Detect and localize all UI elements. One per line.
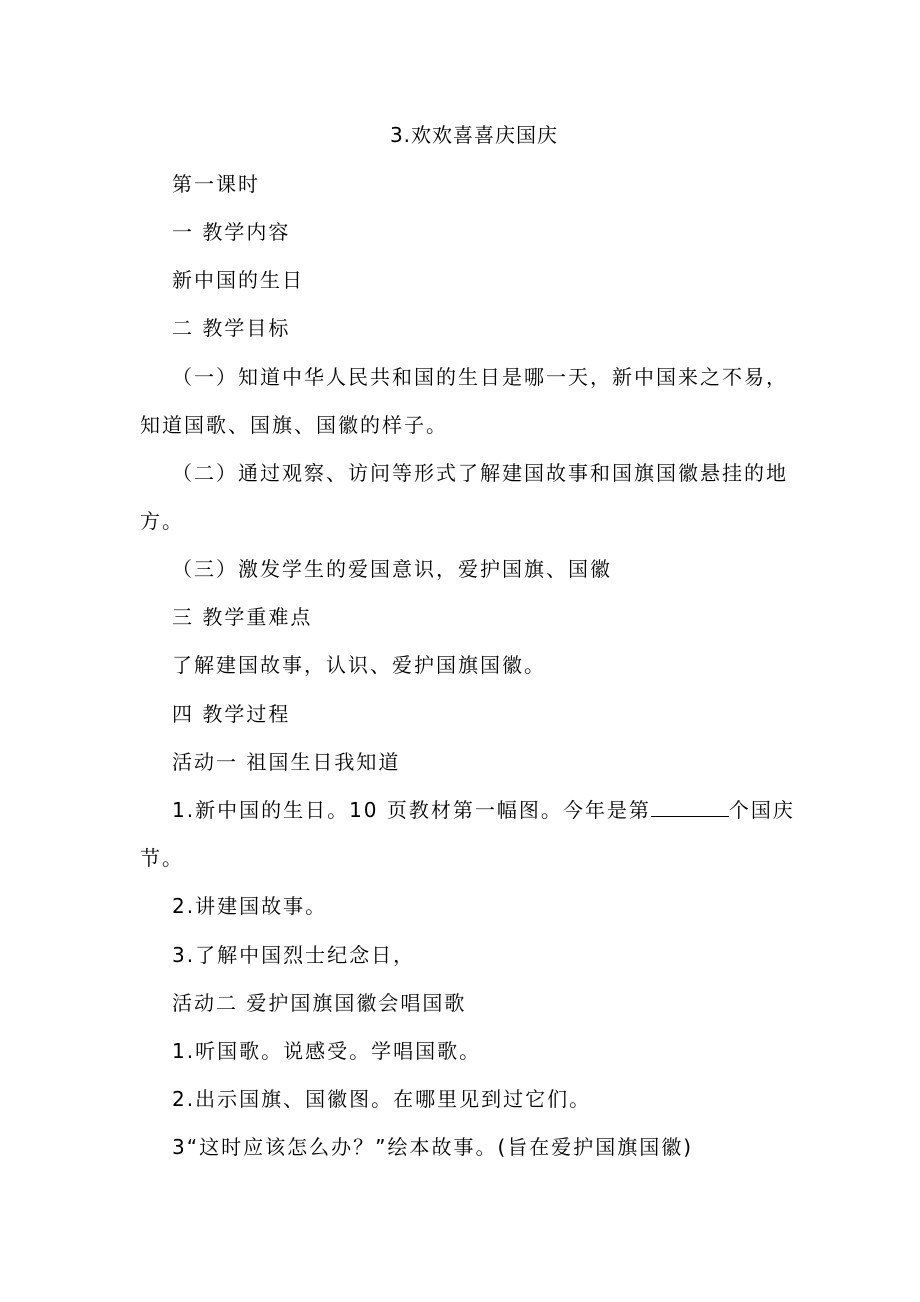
section-heading-process: 四 教学过程 <box>172 702 291 726</box>
activity-2-item-1: 1.听国歌。说感受。学唱国歌。 <box>172 1039 482 1063</box>
activity-1-item-3: 3.了解中国烈士纪念日， <box>172 943 416 967</box>
goal-2-line-2: 方。 <box>140 509 184 533</box>
lesson-label: 第一课时 <box>172 172 260 196</box>
activity-1-item-1-suffix: 个国庆 <box>728 798 795 822</box>
activity-1-item-1 <box>172 796 795 824</box>
activity-2-heading: 活动二 爱护国旗国徽会唱国歌 <box>172 991 467 1015</box>
activity-1-item-2: 2.讲建国故事。 <box>172 894 328 918</box>
activity-1-item-1-line-2: 节。 <box>140 846 184 870</box>
activity-2-item-3: 3“这时应该怎么办？”绘本故事。(旨在爱护国旗国徽) <box>172 1135 694 1159</box>
activity-2-item-2: 2.出示国旗、国徽图。在哪里见到过它们。 <box>172 1087 592 1111</box>
activity-1-heading: 活动一 祖国生日我知道 <box>172 750 401 774</box>
section-body-content: 新中国的生日 <box>172 268 304 292</box>
goal-1-line-1: （一）知道中华人民共和国的生日是哪一天，新中国来之不易， <box>172 365 788 389</box>
section-heading-key-points: 三 教学重难点 <box>172 605 313 629</box>
goal-2-line-1: （二）通过观察、访问等形式了解建国故事和国旗国徽悬挂的地 <box>172 461 788 485</box>
goal-1-line-2: 知道国歌、国旗、国徽的样子。 <box>140 413 448 437</box>
activity-1-item-1-text: 1.新中国的生日。10 页教材第一幅图。今年是第 <box>172 798 651 822</box>
section-heading-goals: 二 教学目标 <box>172 316 291 340</box>
section-body-key-points: 了解建国故事，认识、爱护国旗国徽。 <box>172 653 546 677</box>
page-title: 3.欢欢喜喜庆国庆 <box>389 123 559 147</box>
goal-3: （三）激发学生的爱国意识，爱护国旗、国徽 <box>172 557 612 581</box>
section-heading-content: 一 教学内容 <box>172 220 291 244</box>
fill-in-blank <box>651 796 729 817</box>
